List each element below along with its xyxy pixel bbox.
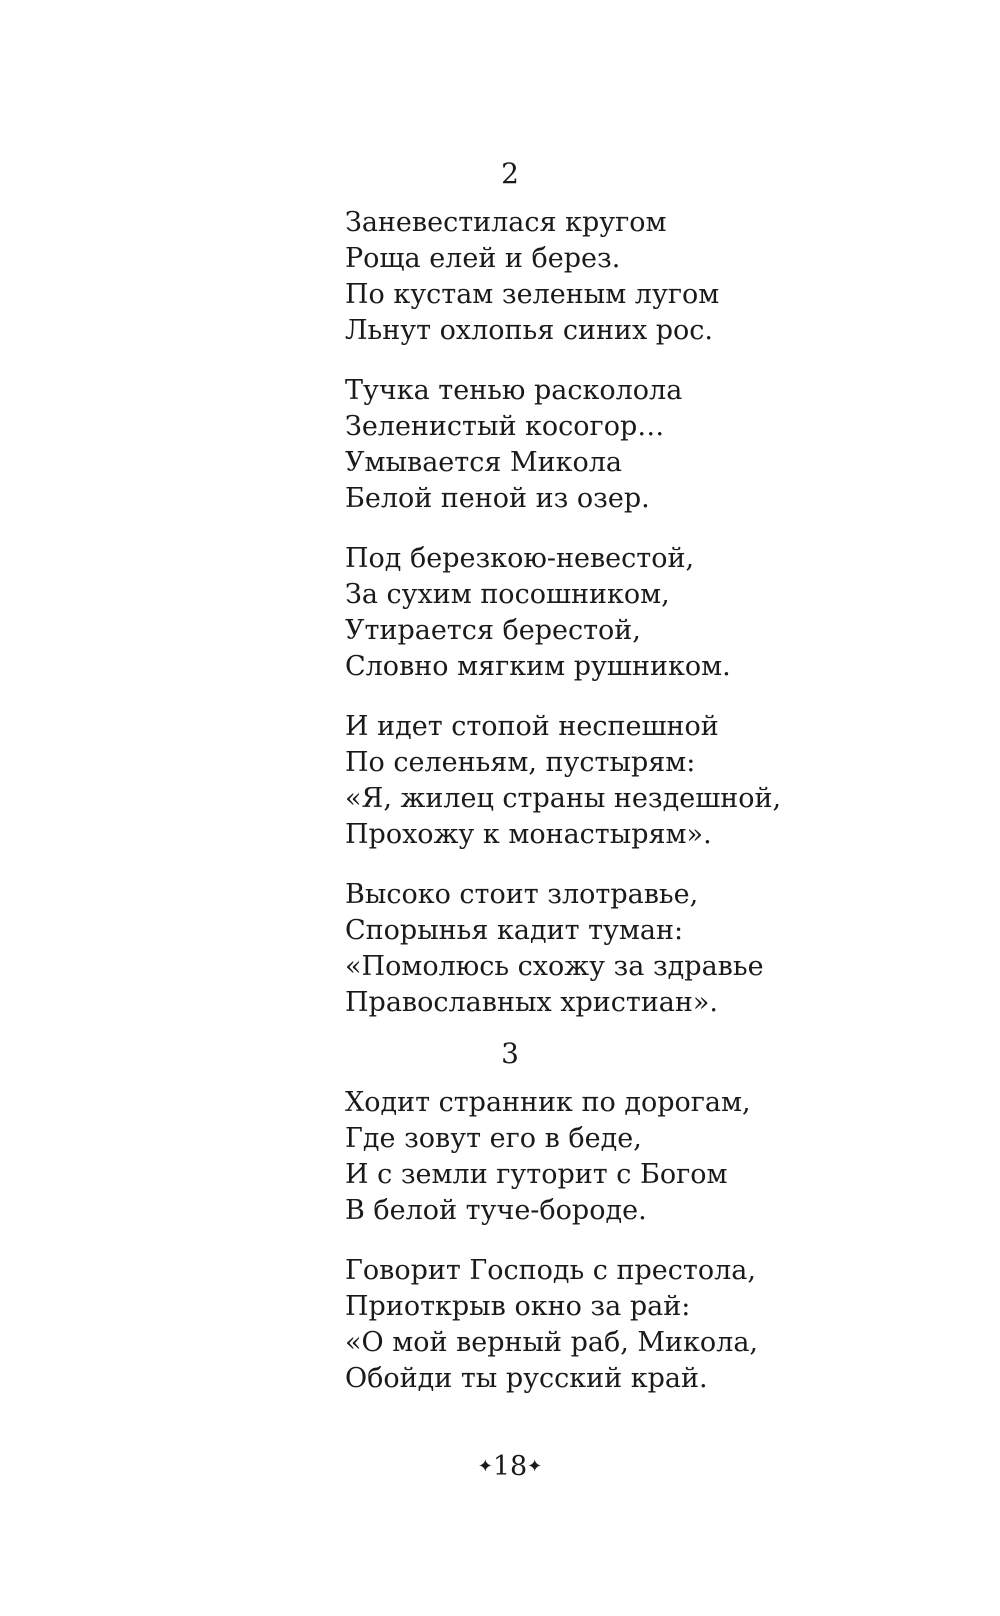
stanza: [345, 373, 682, 517]
verse-line: «О мой верный раб, Микола,: [345, 1327, 759, 1358]
verse-line: Умывается Микола: [345, 447, 622, 478]
verse-line: Роща елей и берез.: [345, 243, 621, 274]
verse-line: За сухим посошником,: [345, 579, 670, 610]
stanza: [345, 205, 719, 349]
ornament-star-icon: ✦: [527, 1456, 543, 1477]
ornament-star-icon: ✦: [477, 1456, 493, 1477]
verse-line: Высоко стоит злотравье,: [345, 879, 699, 910]
verse-line: Зеленистый косогор…: [345, 411, 665, 442]
section-number-3: 3: [501, 1037, 519, 1070]
verse-line: По селеньям, пустырям:: [345, 747, 696, 778]
verse-line: «Я, жилец страны нездешной,: [345, 783, 782, 814]
verse-line: Словно мягким рушником.: [345, 651, 731, 682]
verse-line: И идет стопой неспешной: [345, 711, 719, 742]
verse-line: Тучка тенью расколола: [345, 375, 683, 406]
verse-line: «Помолюсь схожу за здравье: [345, 951, 764, 982]
stanza: [345, 877, 764, 1021]
verse-line: Обойди ты русский край.: [345, 1363, 708, 1394]
page-number-folio: [0, 1452, 1000, 1482]
verse-line: И с земли гуторит с Богом: [345, 1159, 728, 1190]
stanza: [345, 1253, 758, 1397]
verse-line: Утирается берестой,: [345, 615, 641, 646]
verse-line: По кустам зеленым лугом: [345, 279, 720, 310]
stanza: [345, 1085, 751, 1229]
verse-line: Под березкою-невестой,: [345, 543, 695, 574]
stanza: [345, 541, 731, 685]
verse-line: Спорынья кадит туман:: [345, 915, 684, 946]
verse-line: Льнут охлопья синих рос.: [345, 315, 713, 346]
verse-line: В белой туче-бороде.: [345, 1195, 647, 1226]
verse-line: Приоткрыв окно за рай:: [345, 1291, 691, 1322]
verse-line: Православных христиан».: [345, 987, 719, 1018]
verse-line: Говорит Господь с престола,: [345, 1255, 756, 1286]
verse-line: Белой пеной из озер.: [345, 483, 650, 514]
stanza: [345, 709, 781, 853]
verse-line: Прохожу к монастырям».: [345, 819, 712, 850]
verse-line: Заневестилася кругом: [345, 207, 667, 238]
verse-line: Ходит странник по дорогам,: [345, 1087, 751, 1118]
section-number-2: 2: [501, 157, 519, 190]
page-number: 18: [492, 1451, 528, 1482]
verse-line: Где зовут его в беде,: [345, 1123, 642, 1154]
